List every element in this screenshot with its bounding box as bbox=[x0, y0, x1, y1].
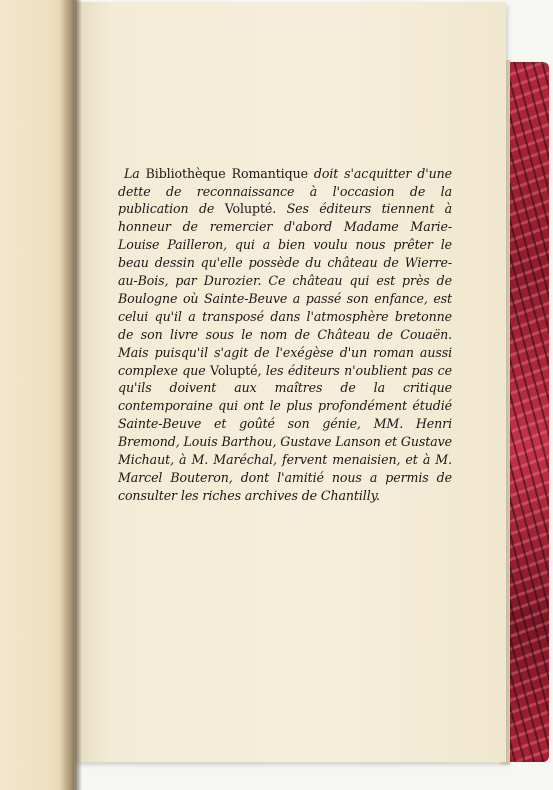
text-run: . Ses éditeurs tiennent à honneur de remercier d'abord Madame Marie-Louise Pailleron, qui a bien voulu nous prêter le beau dessin qu'elle possède du château de Wierre-au-Bois, par Durozier. Ce château qui est près de Boulogne où Sainte-Beuve a passé son enfance, est celui qu'il a transposé dans l'atmosphère bretonne de son livre sous le nom de Château de Couaën. Mais puisqu'il s'agit de l'exégèse d'un roman aussi complexe que bbox=[118, 201, 452, 378]
text-run-roman: Volupté bbox=[224, 201, 273, 217]
acknowledgement-paragraph bbox=[118, 165, 452, 505]
text-run-roman: Bibliothèque Romantique bbox=[145, 165, 308, 181]
text-run-roman: Volupté bbox=[210, 362, 258, 378]
text-run: La bbox=[124, 165, 146, 181]
text-run: doit s'acquitter d'une dette de reconnaissance à l'occasion de la publication de bbox=[118, 165, 452, 217]
text-run: , les éditeurs n'oublient pas ce qu'ils doivent aux maîtres de la critique contemporaine qui ont le plus profondément étudié Sainte-Beuve et goûté son génie, MM. Henri Bremond, Louis Barthou, Gustave Lanson et Gustave Michaut, à M. Maréchal, fervent menaisien, et à M. Marcel Bouteron, dont l'amitié nous a permis de consulter les riches archives de Chantilly. bbox=[118, 362, 452, 503]
marbled-edge bbox=[505, 62, 549, 762]
book-gutter bbox=[60, 0, 82, 790]
